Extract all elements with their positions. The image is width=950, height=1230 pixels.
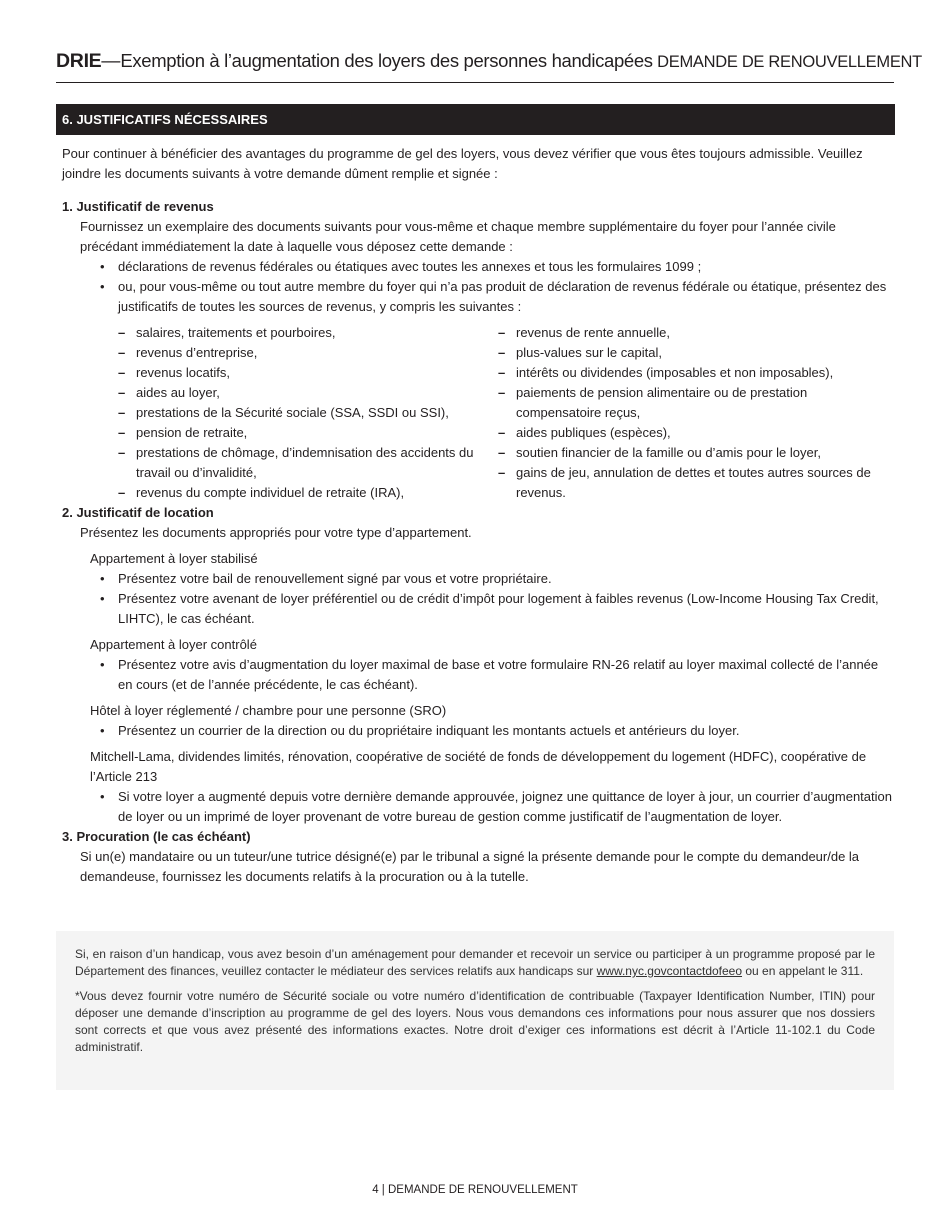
section-content bbox=[62, 144, 894, 887]
notes-box bbox=[56, 931, 894, 1090]
controlled-bullets bbox=[62, 655, 894, 695]
page-header bbox=[56, 50, 922, 83]
page-footer: 4 | DEMANDE DE RENOUVELLEMENT bbox=[372, 1184, 578, 1196]
controlled-title: Appartement à loyer contrôlé bbox=[90, 637, 257, 652]
list-item: • Présentez votre bail de renouvellement signé par vous et votre propriétaire. bbox=[118, 569, 894, 589]
income-sources-left bbox=[118, 323, 498, 503]
mitchell-bullets bbox=[62, 787, 894, 827]
list-item: – soutien financier de la famille ou d’amis pour le loyer, bbox=[498, 443, 878, 463]
list-item: – revenus du compte individuel de retraite (IRA), bbox=[118, 483, 498, 503]
page-subtitle: DEMANDE DE RENOUVELLEMENT bbox=[657, 53, 922, 71]
list-item: – pension de retraite, bbox=[118, 423, 498, 443]
list-item: • Présentez votre avis d’augmentation du loyer maximal de base et votre formulaire RN-26 relatif au loyer maximal collecté de l’année en cours (et de l’année précédente, le cas échéant). bbox=[118, 655, 894, 695]
lease-heading: 2. Justificatif de location bbox=[62, 505, 214, 520]
hotel-bullets bbox=[62, 721, 894, 741]
income-heading: 1. Justificatif de revenus bbox=[62, 199, 214, 214]
list-item: • Présentez un courrier de la direction ou du propriétaire indiquant les montants actuels et antérieurs du loyer. bbox=[118, 721, 894, 741]
list-item: – revenus d’entreprise, bbox=[118, 343, 498, 363]
list-item: – salaires, traitements et pourboires, bbox=[118, 323, 498, 343]
proxy-heading: 3. Procuration (le cas échéant) bbox=[62, 829, 251, 844]
list-item: – paiements de pension alimentaire ou de prestation compensatoire reçus, bbox=[498, 383, 878, 423]
page-title: Exemption à l’augmentation des loyers des personnes handicapées bbox=[120, 50, 653, 71]
hotel-title: Hôtel à loyer réglementé / chambre pour une personne (SRO) bbox=[90, 703, 447, 718]
stabilized-title: Appartement à loyer stabilisé bbox=[90, 551, 258, 566]
lease-lead: Présentez les documents appropriés pour votre type d’appartement. bbox=[80, 525, 472, 540]
list-item: – aides au loyer, bbox=[118, 383, 498, 403]
accessibility-note-end: ou en appelant le 311. bbox=[742, 964, 864, 978]
list-item: – plus-values sur le capital, bbox=[498, 343, 878, 363]
accessibility-note-text: Si, en raison d’un handicap, vous avez besoin d’un aménagement pour demander et recevoir un service ou participer à un programme proposé par le Département des finances, veuillez contacter le médiateur des services relatifs aux handicaps sur bbox=[75, 947, 875, 978]
list-item: – gains de jeu, annulation de dettes et toutes autres sources de revenus. bbox=[498, 463, 878, 503]
income-sources-right bbox=[498, 323, 878, 503]
list-item: • ou, pour vous-même ou tout autre membre du foyer qui n’a pas produit de déclaration de revenus fédérale ou étatique, présentez des justificatifs de toutes les sources de revenus, y compris les suivantes : bbox=[118, 277, 894, 317]
section-intro: Pour continuer à bénéficier des avantages du programme de gel des loyers, vous devez vérifier que vous êtes toujours admissible. Veuillez joindre les documents suivants à votre demande dûment remplie et signée : bbox=[62, 146, 863, 181]
header-dash: — bbox=[101, 51, 121, 72]
contact-link[interactable]: www.nyc.govcontactdofeeo bbox=[596, 964, 743, 978]
proxy-text: Si un(e) mandataire ou un tuteur/une tutrice désigné(e) par le tribunal a signé la présente demande pour le compte du demandeur/de la demandeuse, fournissez les documents relatifs à la procuration ou à la tutelle. bbox=[80, 849, 860, 884]
income-sources bbox=[62, 323, 894, 503]
program-acronym: DRIE bbox=[56, 50, 102, 72]
list-item: • Si votre loyer a augmenté depuis votre dernière demande approuvée, joignez une quittance de loyer à jour, un courrier d’augmentation de loyer ou un imprimé de loyer provenant de votre bureau de gestion comme justificatif de l’augmentation de loyer. bbox=[118, 787, 894, 827]
list-item: – aides publiques (espèces), bbox=[498, 423, 878, 443]
list-item: • Présentez votre avenant de loyer préférentiel ou de crédit d’impôt pour logement à faibles revenus (Low-Income Housing Tax Credit, LIHTC), le cas échéant. bbox=[118, 589, 894, 629]
stabilized-bullets bbox=[62, 569, 894, 629]
list-item: – revenus de rente annuelle, bbox=[498, 323, 878, 343]
section-title: 6. JUSTIFICATIFS NÉCESSAIRES bbox=[56, 104, 895, 135]
income-bullets bbox=[62, 257, 894, 317]
ssn-note: *Vous devez fournir votre numéro de Sécurité sociale ou votre numéro d’identification de contribuable (Taxpayer Identification Number, ITIN) pour déposer une demande d’inscription au programme de gel des loyers. Nous vous demandons ces informations pour nous assurer que nos dossiers sont corrects et que vous avez présenté des informations exactes. Notre droit d’exiger ces informations est décrit à l’Article 11-102.1 du Code administratif. bbox=[75, 989, 875, 1054]
list-item: – intérêts ou dividendes (imposables et non imposables), bbox=[498, 363, 878, 383]
list-item: – prestations de la Sécurité sociale (SSA, SSDI ou SSI), bbox=[118, 403, 498, 423]
accessibility-note bbox=[75, 946, 875, 980]
list-item: – revenus locatifs, bbox=[118, 363, 498, 383]
mitchell-title: Mitchell-Lama, dividendes limités, rénovation, coopérative de société de fonds de développement du logement (HDFC), coopérative de l’Article 213 bbox=[90, 749, 867, 784]
income-text: Fournissez un exemplaire des documents suivants pour vous-même et chaque membre supplémentaire du foyer pour l’année civile précédant immédiatement la date à laquelle vous déposez cette demande : bbox=[80, 219, 836, 254]
list-item: • déclarations de revenus fédérales ou étatiques avec toutes les annexes et tous les formulaires 1099 ; bbox=[118, 257, 894, 277]
list-item: – prestations de chômage, d’indemnisation des accidents du travail ou d’invalidité, bbox=[118, 443, 498, 483]
